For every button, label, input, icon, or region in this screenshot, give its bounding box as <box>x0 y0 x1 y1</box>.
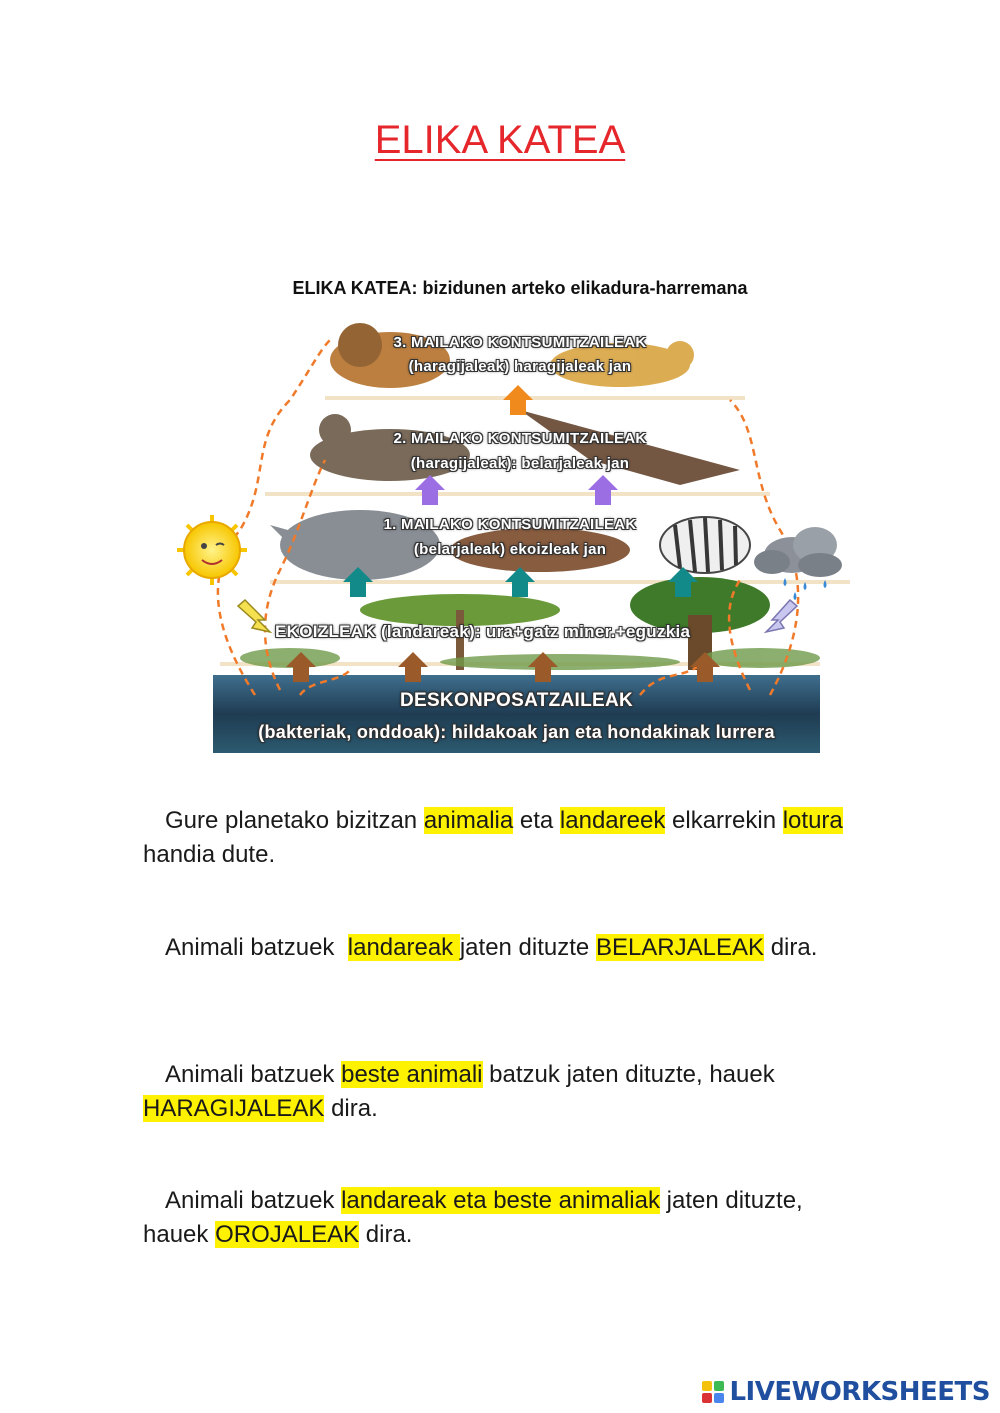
para1-text: eta <box>513 807 560 834</box>
decomposers-title: DESKONPOSATZAILEAK <box>399 690 634 711</box>
rain-arrow-icon <box>766 600 797 632</box>
para3-highlight-beste-animali: beste animali <box>341 1061 483 1088</box>
level3-title: 3. MAILAKO KONTSUMITZAILEAK <box>393 334 647 351</box>
decomposers-subtitle: (bakteriak, onddoak): hildakoak jan eta hondakinak lurrera <box>258 722 775 742</box>
arrow-level3 <box>503 385 533 415</box>
para1-text: Gure planetako bizitzan <box>165 807 424 834</box>
para2-highlight-landareak: landareak <box>347 934 460 961</box>
arrow-level2-right <box>588 475 618 505</box>
para4-highlight-orojaleak: OROJALEAK <box>215 1221 360 1248</box>
page-title: ELIKA KATEA <box>374 118 626 162</box>
para4-highlight-landareak-animaliak: landareak eta beste animaliak <box>341 1187 660 1214</box>
para2-text: dira. <box>764 934 818 961</box>
paragraph-4 <box>143 1184 858 1252</box>
figure-caption: ELIKA KATEA: bizidunen arteko elikadura-harremana <box>292 278 748 298</box>
level1-subtitle: (belarjaleak) ekoizleak jan <box>413 541 607 558</box>
para4-text: jaten dituzte, hauek <box>143 1187 803 1248</box>
para1-highlight-landareek: landareek <box>559 807 666 834</box>
para1-highlight-lotura: lotura <box>782 807 843 834</box>
brand-text: LIVEWORKSHEETS <box>729 1377 990 1407</box>
para2-text: jaten dituzte <box>459 934 596 961</box>
para2-text: Animali batzuek <box>165 934 348 961</box>
para3-text: batzuk jaten dituzte, hauek <box>482 1061 775 1088</box>
para3-text: Animali batzuek <box>165 1061 342 1088</box>
para1-text: handia dute. <box>143 841 276 868</box>
level1-title: 1. MAILAKO KONTSUMITZAILEAK <box>383 516 637 533</box>
level2-title: 2. MAILAKO KONTSUMITZAILEAK <box>393 430 647 447</box>
level3-subtitle: (haragijaleak) haragijaleak jan <box>408 358 632 375</box>
para4-text: dira. <box>359 1221 413 1248</box>
liveworksheets-logo-icon <box>702 1381 724 1403</box>
lion-silhouette <box>330 323 450 388</box>
para2-highlight-belarjaleak: BELARJALEAK <box>595 934 765 961</box>
para3-text: dira. <box>324 1095 378 1122</box>
eagle-silhouette <box>520 410 740 485</box>
sun-icon <box>177 515 247 585</box>
para1-highlight-animalia: animalia <box>423 807 514 834</box>
para3-highlight-haragijaleak: HARAGIJALEAK <box>143 1095 325 1122</box>
producers-title: EKOIZLEAK (landareak): ura+gatz miner.+eguzkia <box>275 622 691 641</box>
para1-text: elkarrekin <box>665 807 783 834</box>
level2-subtitle: (haragijaleak): belarjaleak jan <box>410 455 630 472</box>
paragraph-1 <box>143 804 858 872</box>
paragraph-3 <box>143 1058 858 1126</box>
food-chain-figure <box>160 310 860 760</box>
arrow-level2-left <box>415 475 445 505</box>
para4-text: Animali batzuek <box>165 1187 342 1214</box>
paragraph-2 <box>143 931 858 965</box>
liveworksheets-brand[interactable] <box>702 1376 990 1408</box>
